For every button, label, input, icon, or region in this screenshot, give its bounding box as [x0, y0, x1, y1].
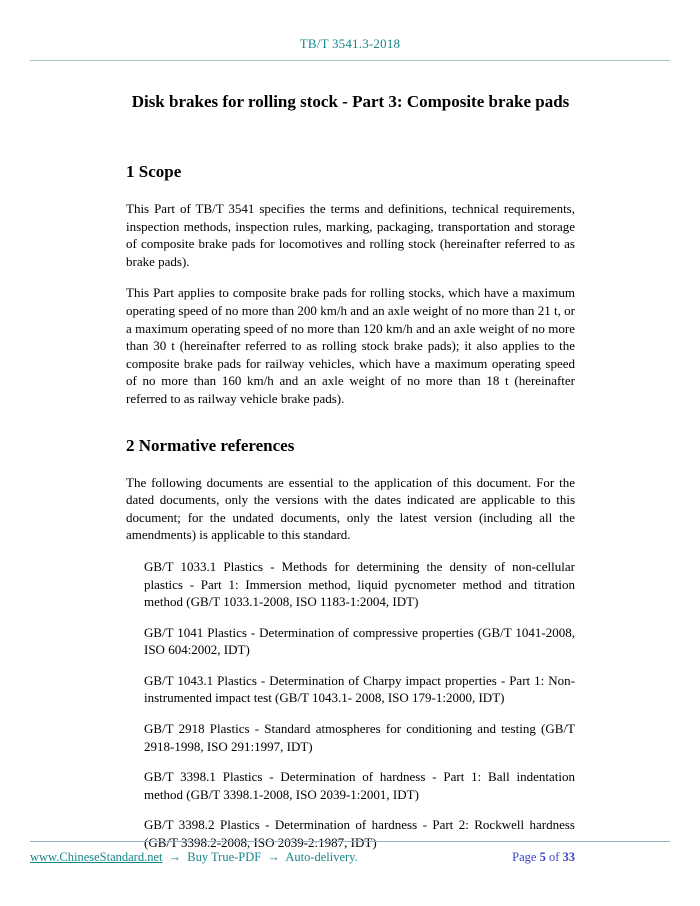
reference-item: GB/T 1043.1 Plastics - Determination of Charpy impact properties - Part 1: Non-instrumented impact test (GB/T 1043.1- 2008, ISO 179-1:2000, IDT) [144, 672, 575, 706]
section-heading-normative-references: 2 Normative references [126, 435, 295, 455]
total-pages: 33 [562, 850, 575, 864]
reference-item: GB/T 3398.1 Plastics - Determination of hardness - Part 1: Ball indentation method (GB/T 3398.1-2008, ISO 2039-1:2001, IDT) [144, 769, 575, 802]
reference-item: GB/T 1041 Plastics - Determination of compressive properties (GB/T 1041-2008, ISO 604:2002, IDT) [144, 624, 575, 658]
footer-website-link[interactable]: www.ChineseStandard.net [30, 850, 163, 864]
page-label: Page [512, 850, 537, 864]
section-heading-scope: 1 Scope [126, 162, 182, 181]
footer-buy-label: Buy True-PDF [187, 850, 262, 864]
footer-delivery-label: Auto-delivery. [285, 850, 358, 864]
normative-reference-list [126, 558, 575, 852]
doc-number-header: TB/T 3541.3-2018 [299, 36, 401, 51]
header-divider [30, 60, 670, 61]
of-label: of [548, 850, 560, 864]
document-title: Disk brakes for rolling stock - Part 3: Composite brake pads [131, 92, 570, 111]
page-indicator [512, 850, 670, 865]
footer-row [30, 850, 670, 865]
reference-item: GB/T 1033.1 Plastics - Methods for determining the density of non-cellular plastics - Part 1: Immersion method, liquid pycnometer method and titration method (GB/T 1033.1-2008, ISO 1183-1:2004, IDT) [144, 558, 575, 610]
scope-paragraph: This Part of TB/T 3541 specifies the terms and definitions, technical requirements, inspection methods, inspection rules, marking, packaging, transportation and storage of composite brake pads for locomotives and rolling stock (hereinafter referred to as brake pads). [126, 201, 575, 269]
reference-item: GB/T 3398.2 Plastics - Determination of hardness - Part 2: Rockwell hardness (GB/T 3398.2-2008, ISO 2039-2:1987, IDT) [144, 817, 575, 851]
normative-intro-paragraph: The following documents are essential to the application of this document. For the dated documents, only the versions with the dates indicated are applicable to this document; for the undated documents, only the latest version (including all the amendments) is applicable to this standard. [126, 474, 575, 543]
footer-promo [30, 850, 358, 865]
page-number: 5 [539, 850, 546, 864]
page-footer [30, 841, 670, 865]
reference-item: GB/T 2918 Plastics - Standard atmospheres for conditioning and testing (GB/T 2918-1998, ISO 291:1997, IDT) [144, 721, 575, 754]
arrow-icon: → [267, 850, 280, 864]
arrow-icon: → [168, 850, 182, 864]
page-content [126, 84, 575, 865]
scope-paragraph: This Part applies to composite brake pads for rolling stocks, which have a maximum operating speed of no more than 200 km/h and an axle weight of no more than 21 t, or a maximum operating speed of no more than 120 km/h and an axle weight of no more than 30 t (hereinafter referred to as rolling stock brake pads); it also applies to the composite brake pads for railway vehicles, which have a maximum operating speed of no more than 160 km/h and an axle weight of no more than 18 t (hereinafter referred to as railway vehicle brake pads). [126, 285, 575, 406]
